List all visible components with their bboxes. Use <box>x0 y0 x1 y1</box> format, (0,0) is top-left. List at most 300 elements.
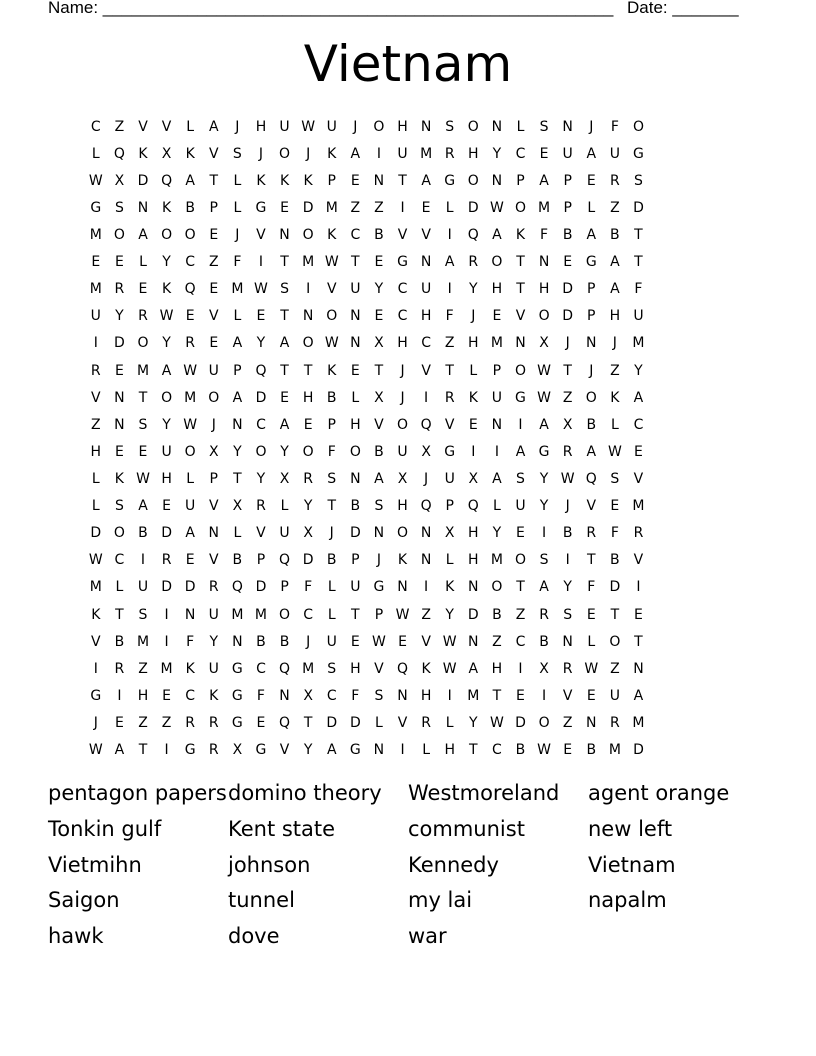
grid-letter: W <box>88 172 103 189</box>
grid-letter: P <box>587 281 596 298</box>
grid-letter: U <box>420 281 432 298</box>
word-bank-item: Saigon <box>48 888 120 913</box>
grid-letter: N <box>350 335 361 352</box>
grid-letter: O <box>514 552 526 569</box>
grid-letter: S <box>114 498 124 515</box>
grid-letter: N <box>208 525 219 542</box>
grid-letter: U <box>279 118 290 135</box>
grid-letter: Y <box>303 498 313 515</box>
grid-letter: W <box>442 660 457 677</box>
grid-letter: E <box>256 714 266 731</box>
grid-letter: F <box>233 254 242 271</box>
grid-letter: U <box>326 633 337 650</box>
grid-letter: W <box>301 118 316 135</box>
grid-letter: T <box>351 606 360 623</box>
grid-letter: A <box>633 389 644 406</box>
grid-letter: N <box>420 552 432 569</box>
grid-letter: P <box>516 172 525 189</box>
grid-letter: V <box>444 416 455 433</box>
grid-letter: L <box>610 416 619 433</box>
grid-letter: R <box>468 254 479 271</box>
grid-letter: L <box>327 579 336 596</box>
grid-letter: W <box>560 470 575 487</box>
grid-letter: B <box>185 199 195 216</box>
grid-letter: J <box>329 525 334 542</box>
grid-letter: V <box>91 633 101 650</box>
word-bank-item: war <box>408 924 447 949</box>
name-line: Name: ______________________________________________________ <box>48 0 614 17</box>
grid-letter: R <box>114 281 125 298</box>
grid-letter: L <box>375 714 383 731</box>
grid-letter: Y <box>492 525 502 542</box>
grid-letter: D <box>349 525 361 542</box>
grid-letter: B <box>586 416 597 433</box>
grid-letter: A <box>633 687 644 704</box>
grid-letter: G <box>349 742 361 759</box>
grid-letter: P <box>445 498 454 515</box>
grid-letter: J <box>353 118 358 135</box>
grid-letter: S <box>138 606 148 623</box>
grid-letter: R <box>562 660 573 677</box>
grid-letter: E <box>398 633 407 650</box>
grid-letter: E <box>185 552 195 569</box>
grid-letter: B <box>610 552 620 569</box>
grid-letter: E <box>374 254 384 271</box>
grid-letter: A <box>185 525 195 542</box>
grid-letter: T <box>445 362 454 379</box>
grid-letter: N <box>397 579 408 596</box>
grid-letter: A <box>185 172 195 189</box>
word-bank-item: hawk <box>48 924 104 949</box>
grid-letter: Y <box>280 443 289 460</box>
grid-letter: N <box>420 525 432 542</box>
grid-letter: X <box>303 525 313 542</box>
grid-letter: R <box>609 714 620 731</box>
grid-letter: E <box>114 362 124 379</box>
grid-letter: U <box>326 118 337 135</box>
grid-letter: I <box>306 281 311 298</box>
grid-letter: W <box>395 606 410 623</box>
grid-letter: T <box>563 362 572 379</box>
grid-letter: I <box>518 660 523 677</box>
grid-letter: W <box>489 714 504 731</box>
grid-letter: T <box>634 226 643 243</box>
grid-letter: H <box>468 525 479 542</box>
grid-letter: N <box>279 687 290 704</box>
grid-letter: N <box>350 308 361 325</box>
grid-row <box>84 249 732 276</box>
grid-letter: N <box>232 416 243 433</box>
grid-letter: R <box>444 145 455 162</box>
grid-letter: T <box>209 172 219 189</box>
grid-letter: K <box>161 281 172 298</box>
grid-letter: G <box>538 443 550 460</box>
grid-letter: E <box>185 308 195 325</box>
grid-letter: O <box>349 443 361 460</box>
grid-letter: X <box>114 172 125 189</box>
grid-row <box>84 574 732 601</box>
grid-letter: W <box>442 633 457 650</box>
grid-letter: G <box>444 172 456 189</box>
grid-letter: E <box>280 389 289 406</box>
grid-letter: E <box>280 199 289 216</box>
grid-row <box>84 303 732 330</box>
grid-letter: A <box>539 416 549 433</box>
grid-letter: N <box>468 633 479 650</box>
grid-letter: X <box>374 335 384 352</box>
grid-letter: I <box>164 606 169 623</box>
grid-letter: H <box>468 335 479 352</box>
grid-letter: R <box>256 498 266 515</box>
grid-letter: U <box>185 498 196 515</box>
grid-letter: T <box>280 308 289 325</box>
grid-letter: A <box>539 172 549 189</box>
grid-letter: K <box>161 199 172 216</box>
grid-letter: R <box>161 552 172 569</box>
grid-letter: D <box>562 308 574 325</box>
grid-letter: D <box>562 281 574 298</box>
grid-letter: J <box>211 416 216 433</box>
grid-letter: J <box>565 498 570 515</box>
grid-row <box>84 357 732 384</box>
grid-letter: I <box>140 552 146 569</box>
grid-letter: A <box>232 335 243 352</box>
grid-letter: K <box>279 172 290 189</box>
grid-letter: Q <box>420 498 432 515</box>
date-line: Date: _______ <box>627 0 739 17</box>
grid-letter: Q <box>397 660 409 677</box>
grid-letter: I <box>518 416 523 433</box>
grid-letter: K <box>445 579 455 596</box>
grid-letter: B <box>350 498 361 515</box>
grid-letter: B <box>374 443 384 460</box>
grid-letter: I <box>636 579 641 596</box>
grid-letter: C <box>326 687 337 704</box>
grid-letter: W <box>183 362 198 379</box>
grid-letter: Y <box>374 281 384 298</box>
grid-letter: J <box>376 552 381 569</box>
grid-letter: K <box>91 606 101 623</box>
grid-row <box>84 493 732 520</box>
grid-letter: O <box>302 335 314 352</box>
grid-letter: O <box>514 199 526 216</box>
grid-letter: T <box>280 254 289 271</box>
grid-letter: F <box>186 633 195 650</box>
grid-letter: K <box>185 660 195 677</box>
grid-letter: F <box>587 579 596 596</box>
grid-letter: E <box>634 443 643 460</box>
grid-letter: N <box>538 254 550 271</box>
grid-letter: M <box>608 742 621 759</box>
grid-letter: P <box>209 470 218 487</box>
grid-letter: U <box>90 308 101 325</box>
grid-letter: L <box>233 172 242 189</box>
grid-letter: L <box>139 254 147 271</box>
grid-letter: E <box>586 606 596 623</box>
grid-letter: L <box>351 389 360 406</box>
grid-letter: W <box>136 470 150 487</box>
word-bank-item: johnson <box>228 852 311 877</box>
grid-letter: O <box>609 633 621 650</box>
grid-letter: R <box>421 714 431 731</box>
grid-letter: O <box>279 145 291 162</box>
grid-letter: B <box>374 226 384 243</box>
grid-letter: O <box>585 389 597 406</box>
grid-letter: M <box>231 281 244 298</box>
grid-letter: C <box>114 552 125 569</box>
grid-letter: O <box>514 362 526 379</box>
grid-letter: H <box>468 145 479 162</box>
grid-letter: M <box>160 660 173 677</box>
grid-row <box>84 384 732 411</box>
grid-letter: X <box>374 389 384 406</box>
grid-letter: D <box>633 199 644 216</box>
grid-letter: U <box>137 579 149 596</box>
grid-letter: K <box>327 362 337 379</box>
grid-letter: Y <box>256 470 266 487</box>
grid-letter: H <box>397 498 408 515</box>
grid-letter: A <box>114 742 125 759</box>
grid-letter: A <box>539 579 549 596</box>
grid-letter: R <box>609 172 620 189</box>
grid-letter: B <box>256 633 266 650</box>
grid-letter: H <box>444 742 455 759</box>
grid-letter: L <box>469 362 478 379</box>
grid-letter: M <box>254 606 267 623</box>
grid-letter: K <box>327 145 337 162</box>
grid-letter: A <box>279 416 290 433</box>
grid-letter: H <box>609 308 621 325</box>
grid-letter: W <box>254 281 268 298</box>
grid-letter: V <box>91 389 101 406</box>
grid-letter: I <box>447 687 452 704</box>
word-bank-item: new left <box>588 816 673 841</box>
grid-letter: O <box>538 714 550 731</box>
grid-letter: J <box>565 335 570 352</box>
grid-letter: M <box>632 714 645 731</box>
grid-letter: I <box>400 199 405 216</box>
word-bank-item: napalm <box>588 888 667 913</box>
grid-letter: H <box>397 118 408 135</box>
grid-row <box>84 601 732 628</box>
grid-letter: X <box>444 525 455 542</box>
grid-letter: U <box>515 498 526 515</box>
grid-letter: Y <box>469 714 478 731</box>
grid-letter: R <box>208 579 219 596</box>
grid-letter: E <box>374 308 384 325</box>
grid-letter: V <box>397 226 408 243</box>
grid-letter: N <box>232 633 243 650</box>
grid-letter: E <box>586 687 596 704</box>
grid-letter: D <box>161 579 172 596</box>
grid-letter: Q <box>585 470 597 487</box>
grid-letter: X <box>279 470 290 487</box>
grid-letter: C <box>185 687 196 704</box>
grid-letter: V <box>161 118 172 135</box>
grid-letter: E <box>350 362 360 379</box>
grid-letter: Q <box>467 498 479 515</box>
grid-letter: A <box>444 254 455 271</box>
grid-letter: Y <box>162 335 171 352</box>
grid-letter: M <box>302 660 315 677</box>
grid-letter: D <box>633 742 644 759</box>
grid-letter: M <box>420 145 433 162</box>
grid-letter: R <box>138 308 148 325</box>
grid-letter: J <box>589 362 594 379</box>
grid-letter: Z <box>610 660 620 677</box>
grid-letter: D <box>90 525 102 542</box>
grid-letter: C <box>256 416 266 433</box>
grid-letter: Y <box>634 362 643 379</box>
grid-letter: E <box>162 498 171 515</box>
word-bank-item: Vietmihn <box>48 852 142 877</box>
grid-letter: N <box>562 633 573 650</box>
grid-letter: A <box>374 470 384 487</box>
grid-letter: N <box>302 308 314 325</box>
grid-letter: L <box>445 552 454 569</box>
grid-letter: Y <box>162 254 171 271</box>
word-bank-item: Kennedy <box>408 852 499 877</box>
word-bank-item: Kent state <box>228 816 336 841</box>
grid-letter: U <box>562 145 573 162</box>
grid-letter: O <box>326 308 338 325</box>
grid-letter: Y <box>492 145 502 162</box>
grid-letter: A <box>610 254 620 271</box>
grid-letter: O <box>184 443 196 460</box>
grid-letter: H <box>491 660 503 677</box>
grid-letter: I <box>376 145 381 162</box>
grid-row <box>84 276 732 303</box>
grid-letter: U <box>279 525 290 542</box>
grid-letter: T <box>303 362 313 379</box>
grid-letter: E <box>303 416 313 433</box>
grid-letter: D <box>114 335 125 352</box>
grid-letter: E <box>539 145 549 162</box>
grid-letter: X <box>421 443 431 460</box>
grid-letter: Y <box>209 633 219 650</box>
grid-letter: G <box>90 687 102 704</box>
grid-letter: G <box>515 389 526 406</box>
grid-letter: A <box>586 443 597 460</box>
grid-letter: O <box>302 443 314 460</box>
grid-letter: L <box>422 742 431 759</box>
grid-letter: U <box>350 281 361 298</box>
grid-letter: E <box>468 416 478 433</box>
grid-letter: I <box>494 443 499 460</box>
grid-letter: U <box>491 389 503 406</box>
grid-letter: C <box>397 308 408 325</box>
grid-letter: A <box>468 660 479 677</box>
grid-letter: V <box>208 552 219 569</box>
grid-letter: T <box>398 172 407 189</box>
grid-letter: H <box>420 308 432 325</box>
grid-letter: D <box>184 579 196 596</box>
grid-letter: A <box>232 389 243 406</box>
grid-letter: W <box>537 389 551 406</box>
grid-letter: L <box>587 199 596 216</box>
grid-letter: S <box>232 145 242 162</box>
grid-letter: L <box>233 199 242 216</box>
grid-letter: N <box>114 416 125 433</box>
grid-letter: E <box>350 633 360 650</box>
grid-letter: D <box>302 552 314 569</box>
grid-letter: R <box>90 362 101 379</box>
grid-letter: J <box>235 226 240 243</box>
grid-letter: K <box>468 389 478 406</box>
grid-letter: O <box>113 226 125 243</box>
grid-letter: Y <box>563 579 572 596</box>
grid-letter: H <box>302 389 314 406</box>
grid-letter: K <box>303 172 313 189</box>
grid-letter: O <box>113 525 125 542</box>
grid-letter: O <box>467 172 479 189</box>
grid-letter: Q <box>184 281 196 298</box>
grid-letter: U <box>609 145 620 162</box>
grid-letter: Q <box>255 362 267 379</box>
grid-letter: L <box>280 498 289 515</box>
grid-letter: M <box>184 389 197 406</box>
grid-letter: R <box>303 470 313 487</box>
grid-letter: I <box>565 552 570 569</box>
grid-letter: Y <box>303 742 313 759</box>
grid-letter: S <box>374 687 384 704</box>
grid-letter: L <box>587 633 596 650</box>
grid-letter: K <box>138 145 148 162</box>
grid-letter: N <box>491 118 503 135</box>
grid-letter: J <box>93 714 98 731</box>
grid-letter: C <box>421 335 431 352</box>
grid-letter: O <box>632 118 644 135</box>
grid-letter: N <box>373 172 385 189</box>
grid-letter: V <box>256 226 266 243</box>
grid-letter: T <box>280 362 289 379</box>
grid-letter: V <box>256 525 266 542</box>
grid-letter: F <box>445 308 454 325</box>
grid-letter: N <box>137 199 149 216</box>
grid-letter: O <box>208 389 220 406</box>
grid-letter: S <box>114 199 124 216</box>
grid-letter: V <box>374 416 384 433</box>
grid-letter: L <box>445 199 454 216</box>
grid-letter: P <box>351 552 360 569</box>
grid-letter: H <box>397 335 408 352</box>
grid-letter: J <box>612 335 617 352</box>
grid-letter: O <box>161 389 173 406</box>
grid-letter: N <box>373 742 385 759</box>
grid-letter: U <box>609 687 620 704</box>
word-bank <box>48 779 768 958</box>
grid-letter: E <box>138 281 148 298</box>
grid-letter: N <box>562 118 573 135</box>
grid-letter: N <box>515 335 526 352</box>
grid-letter: M <box>325 199 338 216</box>
grid-letter: O <box>255 443 267 460</box>
grid-letter: R <box>562 443 573 460</box>
grid-letter: N <box>586 714 597 731</box>
grid-letter: H <box>137 687 149 704</box>
grid-letter: P <box>563 199 572 216</box>
grid-letter: E <box>256 308 266 325</box>
grid-letter: G <box>255 199 267 216</box>
grid-letter: Y <box>233 443 242 460</box>
grid-letter: W <box>88 742 103 759</box>
grid-letter: B <box>138 525 148 542</box>
grid-letter: C <box>515 145 526 162</box>
grid-letter: B <box>326 552 337 569</box>
word-bank-item: domino theory <box>228 781 382 805</box>
grid-letter: U <box>208 362 219 379</box>
grid-letter: N <box>279 226 290 243</box>
